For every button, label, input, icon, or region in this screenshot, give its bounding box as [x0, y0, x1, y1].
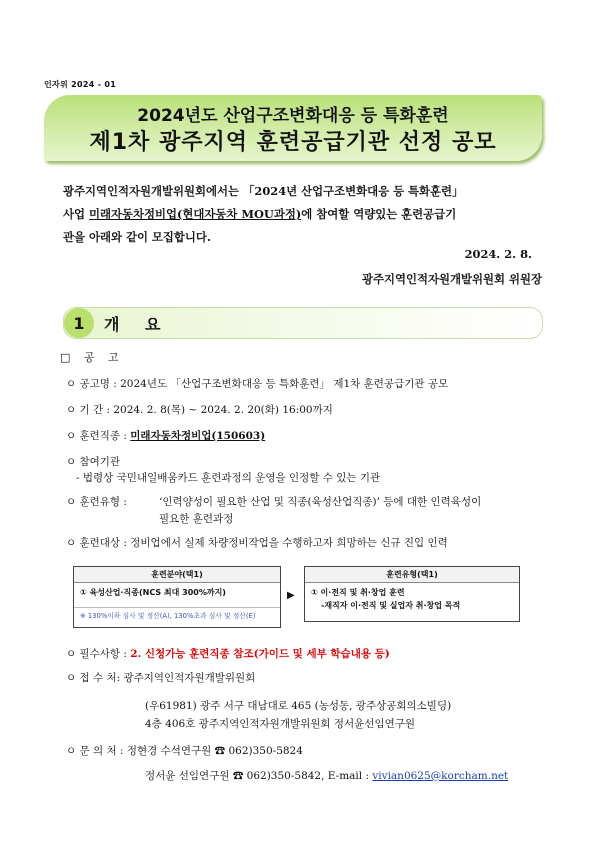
training-type-box — [304, 566, 520, 622]
training-field-box — [73, 566, 281, 628]
arrow-right-icon: ▶ — [287, 590, 295, 601]
intro-line-2: 사업 미래자동차정비업(현대자동차 MOU과정)에 참여할 역량있는 훈련공급기 — [63, 207, 457, 221]
eligible-item-value: - 법령상 국민내일배움카드 훈련과정의 운영을 인정할 수 있는 기관 — [76, 472, 381, 484]
intro-paragraph — [63, 180, 545, 249]
notice-name-item: ㅇ 공고명 : 2024년도 「산업구조변화대응 등 특화훈련」 제1차 훈련공급기관 공모 — [66, 378, 449, 390]
section-header — [63, 307, 543, 339]
title-banner — [44, 95, 542, 161]
announcement-date: 2024. 2. 8. — [464, 247, 532, 261]
signer: 광주지역인적자원개발위원회 위원장 — [361, 272, 542, 286]
training-field-note: ※ 130%이하 심사 및 정산(A), 130%초과 심사 및 정산(E) — [74, 607, 280, 622]
target-item: ㅇ 훈련대상 : 정비업에서 실제 차량정비작업을 수행하고자 희망하는 신규 진입 인력 — [66, 537, 448, 549]
training-type-header: 훈련유형(택1) — [305, 567, 519, 583]
required-value: 2. 신청가능 훈련직종 참조(가이드 및 세부 학습내용 등) — [130, 648, 390, 660]
job-item: ㅇ 훈련직종 : 미래자동차정비업(150603) — [66, 430, 266, 442]
type-value-line1: ‘인력양성이 필요한 산업 및 직종(육성산업직종)’ 등에 대한 인력육성이 — [159, 496, 482, 508]
contact-item: ㅇ 문 의 처 : 정현경 수석연구원 ☎ 062)350-5824 — [66, 745, 303, 757]
document-number: 인자위 2024 - 01 — [44, 80, 117, 89]
section-title: 개 요 — [104, 315, 171, 334]
training-field-header: 훈련분야(택1) — [74, 567, 280, 583]
training-field-option: ① 육성산업·직종(NCS 최대 300%까지) — [80, 588, 226, 597]
contact-line-2: 정서윤 선임연구원 ☎ 062)350-5842, E-mail : vivian0625@korcham.net — [145, 770, 509, 782]
office-item: ㅇ 접 수 처: 광주지역인적자원개발위원회 — [66, 672, 256, 684]
training-type-detail: -재직자 이·전직 및 실업자 취·창업 목적 — [321, 601, 461, 610]
intro-line-1: 광주지역인적자원개발위원회에서는 「2024년 산업구조변화대응 등 특화훈련」 — [63, 184, 464, 198]
type-value-line2: 필요한 훈련과정 — [159, 513, 234, 525]
eligible-item-label: ㅇ 참여기관 — [66, 456, 121, 468]
address-line-1: (우61981) 광주 서구 대남대로 465 (농성동, 광주상공회의소빌딩) — [145, 700, 452, 712]
job-value: 미래자동차정비업(150603) — [130, 430, 266, 442]
training-type-option: ① 이·전직 및 취·창업 훈련 — [311, 588, 405, 597]
banner-title: 제1차 광주지역 훈련공급기관 선정 공모 — [89, 130, 497, 155]
period-item: ㅇ 기 간 : 2024. 2. 8(목) ~ 2024. 2. 20(화) 16:00까지 — [66, 404, 333, 416]
section-number: 1 — [64, 308, 94, 338]
banner-subtitle: 2024년도 산업구조변화대응 등 특화훈련 — [137, 106, 449, 126]
email-link[interactable]: vivian0625@korcham.net — [372, 770, 509, 782]
address-line-2: 4층 406호 광주지역인적자원개발위원회 정서윤선임연구원 — [145, 718, 416, 730]
intro-line-3: 관을 아래와 같이 모집합니다. — [63, 230, 211, 244]
required-item: ㅇ 필수사항 : 2. 신청가능 훈련직종 참조(가이드 및 세부 학습내용 등) — [66, 648, 390, 660]
program-name: 미래자동차정비업(현대자동차 MOU과정) — [88, 207, 302, 221]
subsection-heading: □ 공 고 — [60, 351, 124, 364]
type-item: ㅇ 훈련유형 : — [66, 496, 127, 508]
